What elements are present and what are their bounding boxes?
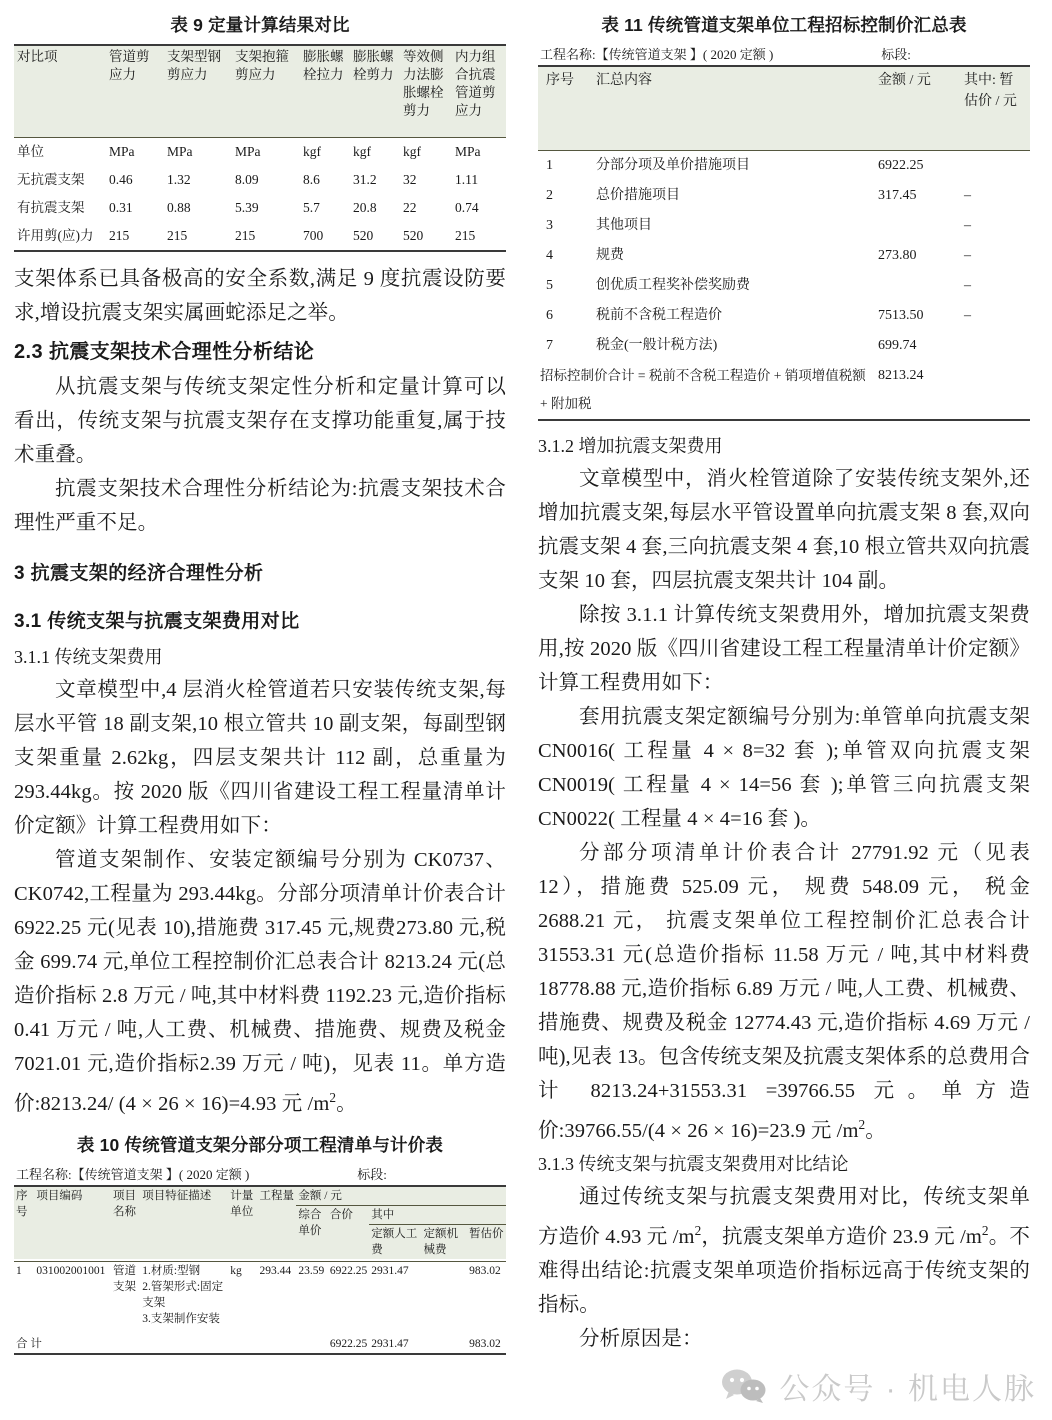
- table10-cell-total: 6922.25: [329, 1264, 368, 1277]
- right-column: [538, 8, 1030, 1420]
- table10-project-name: 工程名称:【传统管道支架 】( 2020 定额 ): [16, 1167, 250, 1183]
- table11-project-name: 工程名称:【传统管道支架 】( 2020 定额 ): [540, 47, 774, 62]
- table9-row-label: 许用剪(应)力: [17, 227, 94, 243]
- table9-header-cell: 膨胀螺栓剪力: [353, 49, 394, 82]
- paragraph: 抗震支架技术合理性分析结论为:抗震支架技术合理性严重不足。: [14, 477, 506, 534]
- table11-footer-est: [960, 361, 1030, 420]
- table10-header-seq: 序号: [16, 1190, 28, 1219]
- table9-cell: MPa: [167, 143, 193, 159]
- table9-cell: 8.6: [303, 171, 320, 187]
- table11-header-content: 汇总内容: [596, 73, 652, 88]
- table10: [14, 1185, 506, 1355]
- feature-line: 3.支架制作安装: [142, 1312, 220, 1325]
- table9-cell: MPa: [235, 143, 261, 159]
- paragraph-text: 。不难得出结论:抗震支架单项造价指标远高于传统支架的指标。: [538, 1226, 1030, 1317]
- table9-header-cell: 等效侧力法膨胀螺栓剪力: [403, 49, 444, 118]
- table11-cell-seq: 7: [546, 337, 553, 353]
- table11-cell-content: 规费: [596, 247, 624, 263]
- table11-cell-est: –: [964, 247, 971, 263]
- table10-cell-seq: 1: [16, 1264, 22, 1277]
- table11-cell-content: 其他项目: [596, 217, 652, 233]
- table9-cell: 0.74: [455, 199, 479, 215]
- table10-total-row: [14, 1328, 506, 1354]
- superscript: 2: [981, 1223, 989, 1239]
- table9-header-cell: 内力组合抗震管道剪应力: [455, 49, 496, 118]
- table10-cell-provis: 983.02: [469, 1264, 501, 1277]
- table11-footer-label: 招标控制价合计 = 税前不含税工程造价 + 销项增值税额 + 附加税: [540, 367, 866, 411]
- table10-cell-name: 管道支架: [113, 1264, 137, 1293]
- table11-cell-amount: 317.45: [878, 187, 917, 203]
- table9-cell: 32: [403, 171, 417, 187]
- table10-header-total: 合价: [329, 1209, 353, 1222]
- table10-header-unit: 计量单位: [230, 1190, 254, 1219]
- paragraph-text: 管道支架制作、安装定额编号分别为 CK0737、CK0742,工程量为 293.44kg。分部分项清单计价表合计 6922.25 元(见表 10),措施费 317.45 元,规费273.80 元,税金 699.74 元,单位工程控制价汇总表合计 8213.24 元(总造价指标 2.8 万元 / 吨,其中材料费 1192.23 元,造价指标 0.41 万元 / 吨,人工费、机械费、措施费、规费及税金 7021.01 元,造价指标2.39 万元 / 吨)，见表 11。单方造价:8213.24/ (4 × 26 × 16)=4.93 元 /m: [14, 848, 506, 1115]
- table11-header-row: [538, 66, 1030, 150]
- superscript: 2: [858, 1116, 866, 1132]
- table10-cell-code: 031002001001: [36, 1264, 106, 1277]
- table9-cell: 520: [353, 227, 374, 243]
- paragraph: 从抗震支架与传统支架定性分析和定量计算可以看出，传统支架与抗震支架存在支撑功能重复,属于技术重叠。: [14, 375, 506, 466]
- table9-row-label: 单位: [17, 143, 44, 159]
- table11-cell-seq: 2: [546, 187, 553, 203]
- table9-cell: 700: [303, 227, 324, 243]
- table9-cell: 520: [403, 227, 424, 243]
- table-row: [14, 194, 506, 222]
- table10-cell-labor: 2931.47: [371, 1264, 409, 1277]
- table9-header-cell: 对比项: [17, 49, 58, 64]
- table9-title: 表 9 定量计算结果对比: [170, 15, 350, 35]
- feature-line: 2.管架形式:固定支架: [142, 1280, 224, 1309]
- table10-total-labor: 2931.47: [371, 1337, 409, 1350]
- table11-cell-content: 税前不含税工程造价: [596, 307, 722, 323]
- table9-cell: MPa: [109, 143, 135, 159]
- table-row: [538, 181, 1030, 211]
- table-row: [14, 137, 506, 166]
- table11-cell-seq: 3: [546, 217, 553, 233]
- table11-cell-seq: 1: [546, 157, 553, 173]
- table10-subtitle: [16, 1164, 506, 1183]
- heading-3-1-3: 3.1.3 传统支架与抗震支架费用对比结论: [538, 1154, 849, 1175]
- superscript: 2: [694, 1223, 702, 1239]
- table11-header-seq: 序号: [546, 73, 574, 88]
- table-row: [538, 241, 1030, 271]
- heading-3: 3 抗震支架的经济合理性分析: [14, 562, 264, 584]
- table10-section: 标段:: [357, 1167, 387, 1183]
- table9: [14, 44, 506, 252]
- table-row: [538, 271, 1030, 301]
- table9-header-row: [14, 45, 506, 137]
- table9-header-cell: 支架抱箍剪应力: [235, 49, 289, 82]
- table10-cell-machine: [421, 1261, 467, 1328]
- table-row: [538, 331, 1030, 361]
- table11-cell-seq: 5: [546, 277, 553, 293]
- table11-cell-amount: [874, 271, 960, 301]
- table10-header-machine: 定额机械费: [423, 1228, 458, 1257]
- table11-footer-row: [538, 361, 1030, 420]
- table11-cell-amount: 6922.25: [878, 157, 924, 173]
- table9-cell: 22: [403, 199, 417, 215]
- table11-cell-est: –: [964, 277, 971, 293]
- table9-cell: 5.7: [303, 199, 320, 215]
- left-column: [14, 8, 506, 1420]
- heading-3-1-2: 3.1.2 增加抗震支架费用: [538, 435, 723, 456]
- table11-cell-est: –: [964, 217, 971, 233]
- table11-cell-est: [960, 150, 1030, 181]
- watermark-text: 公众号 · 机电人脉: [779, 1373, 1036, 1406]
- table-row: [14, 222, 506, 251]
- table10-header-among: 其中: [369, 1206, 506, 1225]
- table9-header-cell: 支架型钢剪应力: [167, 49, 221, 82]
- table11-title: 表 11 传统管道支架单位工程招标控制价汇总表: [601, 15, 967, 35]
- table10-total-machine: [421, 1328, 467, 1354]
- table9-header-cell: 管道剪应力: [109, 49, 150, 82]
- table11-cell-est: [960, 331, 1030, 361]
- paragraph: [538, 836, 1030, 1148]
- table10-total-unitprice: [296, 1328, 327, 1354]
- table11-cell-amount: 273.80: [878, 247, 917, 263]
- paragraph: 套用抗震支架定额编号分别为:单管单向抗震支架 CN0016( 工程量 4 × 8=32 套 );单管双向抗震支架 CN0019( 工程量 4 × 14=56 套 );单管三向抗震支架 CN0022( 工程量 4 × 4=16 套 )。: [538, 705, 1030, 830]
- table9-cell: 31.2: [353, 171, 377, 187]
- table9-cell: 0.46: [109, 171, 133, 187]
- table9-cell: kgf: [303, 143, 321, 159]
- table9-header-cell: 膨胀螺栓拉力: [303, 49, 344, 82]
- table10-header-row: [14, 1186, 506, 1206]
- paragraph-text: 。: [336, 1092, 357, 1115]
- table10-header-amount: 金额 / 元: [296, 1186, 506, 1206]
- table11-cell-est: –: [964, 187, 971, 203]
- table9-cell: 0.31: [109, 199, 133, 215]
- table11-cell-amount: 699.74: [878, 337, 917, 353]
- table10-total-provis: 983.02: [469, 1337, 501, 1350]
- table10-cell-unit: kg: [230, 1264, 242, 1277]
- table11-cell-seq: 6: [546, 307, 553, 323]
- table10-title: 表 10 传统管道支架分部分项工程清单与计价表: [76, 1135, 444, 1156]
- table9-cell: 8.09: [235, 171, 259, 187]
- paragraph-text: 通过传统支架与抗震支架费用对比，传统支架单方造价 4.93 元 /m: [538, 1186, 1030, 1249]
- paragraph: 文章模型中,4 层消火栓管道若只安装传统支架,每层水平管 18 副支架,10 根立管共 10 副支架，每副型钢支架重量 2.62kg，四层支架共计 112 副，总重量为293.44kg。按 2020 版《四川省建设工程工程量清单计价定额》计算工程费用如下：: [14, 678, 506, 837]
- table11-cell-content: 创优质工程奖补偿奖励费: [596, 277, 750, 293]
- paragraph-text: ，抗震支架单方造价 23.9 元 /m: [701, 1226, 982, 1249]
- paragraph: 文章模型中，消火栓管道除了安装传统支架外,还增加抗震支架,每层水平管设置单向抗震支架 8 套,双向抗震支架 4 套,三向抗震支架 4 套,10 根立管共双向抗震支架 10 套，四层抗震支架共计 104 副。: [538, 467, 1030, 592]
- table11-cell-seq: 4: [546, 247, 553, 263]
- table9-cell: 215: [109, 227, 130, 243]
- table11-cell-amount: 7513.50: [878, 307, 924, 323]
- table9-cell: 1.32: [167, 171, 191, 187]
- table9-cell: 215: [167, 227, 188, 243]
- table9-cell: MPa: [455, 143, 481, 159]
- table10-header-labor: 定额人工费: [371, 1228, 418, 1257]
- table10-header-name: 项目名称: [113, 1190, 137, 1219]
- table11-header-est: 其中: 暂估价 / 元: [964, 73, 1017, 109]
- table9-cell: 5.39: [235, 199, 259, 215]
- table11-subtitle: [540, 44, 1030, 63]
- heading-2-3: 2.3 抗震支架技术合理性分析结论: [14, 340, 315, 363]
- paragraph: 支架体系已具备极高的安全系数,满足 9 度抗震设防要求,增设抗震支架实属画蛇添足之举。: [14, 267, 506, 324]
- table11-cell-est: –: [964, 307, 971, 323]
- table10-total-total: 6922.25: [329, 1337, 368, 1350]
- table9-row-label: 无抗震支架: [17, 171, 85, 187]
- paragraph: [14, 843, 506, 1121]
- table10-header-code: 项目编码: [36, 1190, 83, 1203]
- table11-cell-content: 税金(一般计税方法): [596, 337, 718, 353]
- table9-cell: kgf: [353, 143, 371, 159]
- table10-header-feature: 项目特征描述: [142, 1190, 212, 1203]
- heading-3-1: 3.1 传统支架与抗震支架费用对比: [14, 610, 300, 632]
- table11-header-amount: 金额 / 元: [878, 73, 931, 88]
- table10-cell-feature: [140, 1261, 228, 1328]
- table9-cell: 0.88: [167, 199, 191, 215]
- table-row: [538, 211, 1030, 241]
- table9-cell: 1.11: [455, 171, 479, 187]
- table10-cell-unitprice: 23.59: [298, 1264, 325, 1277]
- superscript: 2: [329, 1089, 337, 1105]
- table-row: [538, 150, 1030, 181]
- paragraph: 分析原因是：: [579, 1328, 703, 1351]
- table10-header-unitprice: 综合单价: [298, 1209, 322, 1238]
- table11-cell-amount: [874, 211, 960, 241]
- paragraph: 除按 3.1.1 计算传统支架费用外，增加抗震支架费用,按 2020 版《四川省建设工程工程量清单计价定额》计算工程费用如下：: [538, 603, 1030, 694]
- table10-total-label: 合 计: [16, 1337, 42, 1350]
- paragraph: [538, 1180, 1030, 1322]
- table9-cell: 20.8: [353, 199, 377, 215]
- table10-header-provis: 暂估价: [469, 1228, 504, 1241]
- table-row: [14, 1261, 506, 1328]
- heading-3-1-1: 3.1.1 传统支架费用: [14, 646, 163, 667]
- table9-cell: 215: [235, 227, 256, 243]
- table-row: [538, 301, 1030, 331]
- paragraph-text: 。: [865, 1119, 886, 1142]
- table9-cell: kgf: [403, 143, 421, 159]
- paragraph-text: 分部分项清单计价表合计 27791.92 元（见表 12），措施费 525.09 元， 规费 548.09 元， 税金 2688.21 元， 抗震支架单位工程控制价汇总表合计 31553.31 元(总造价指标 11.58 万元 / 吨,其中材料费 18778.88 元,造价指标 6.89 万元 / 吨,人工费、机械费、措施费、规费及税金 12774.43 元,造价指标 4.69 万元 / 吨),见表 13。包含传统支架及抗震支架体系的总费用合计 8213.24+31553.31 =39766.55 元。单方造价:39766.55/(4 × 26 × 16)=23.9 元 /m: [538, 841, 1030, 1142]
- table9-row-label: 有抗震支架: [17, 199, 85, 215]
- feature-line: 1.材质:型钢: [142, 1264, 201, 1277]
- table11-section: 标段:: [881, 47, 911, 62]
- table11: [538, 65, 1030, 421]
- table11-cell-content: 总价措施项目: [596, 187, 680, 203]
- table10-header-qty: 工程量: [259, 1190, 295, 1203]
- table11-footer-amount: 8213.24: [878, 367, 924, 383]
- table11-cell-content: 分部分项及单价措施项目: [596, 157, 750, 173]
- table9-cell: 215: [455, 227, 476, 243]
- table10-cell-qty: 293.44: [259, 1264, 292, 1277]
- table-row: [14, 166, 506, 194]
